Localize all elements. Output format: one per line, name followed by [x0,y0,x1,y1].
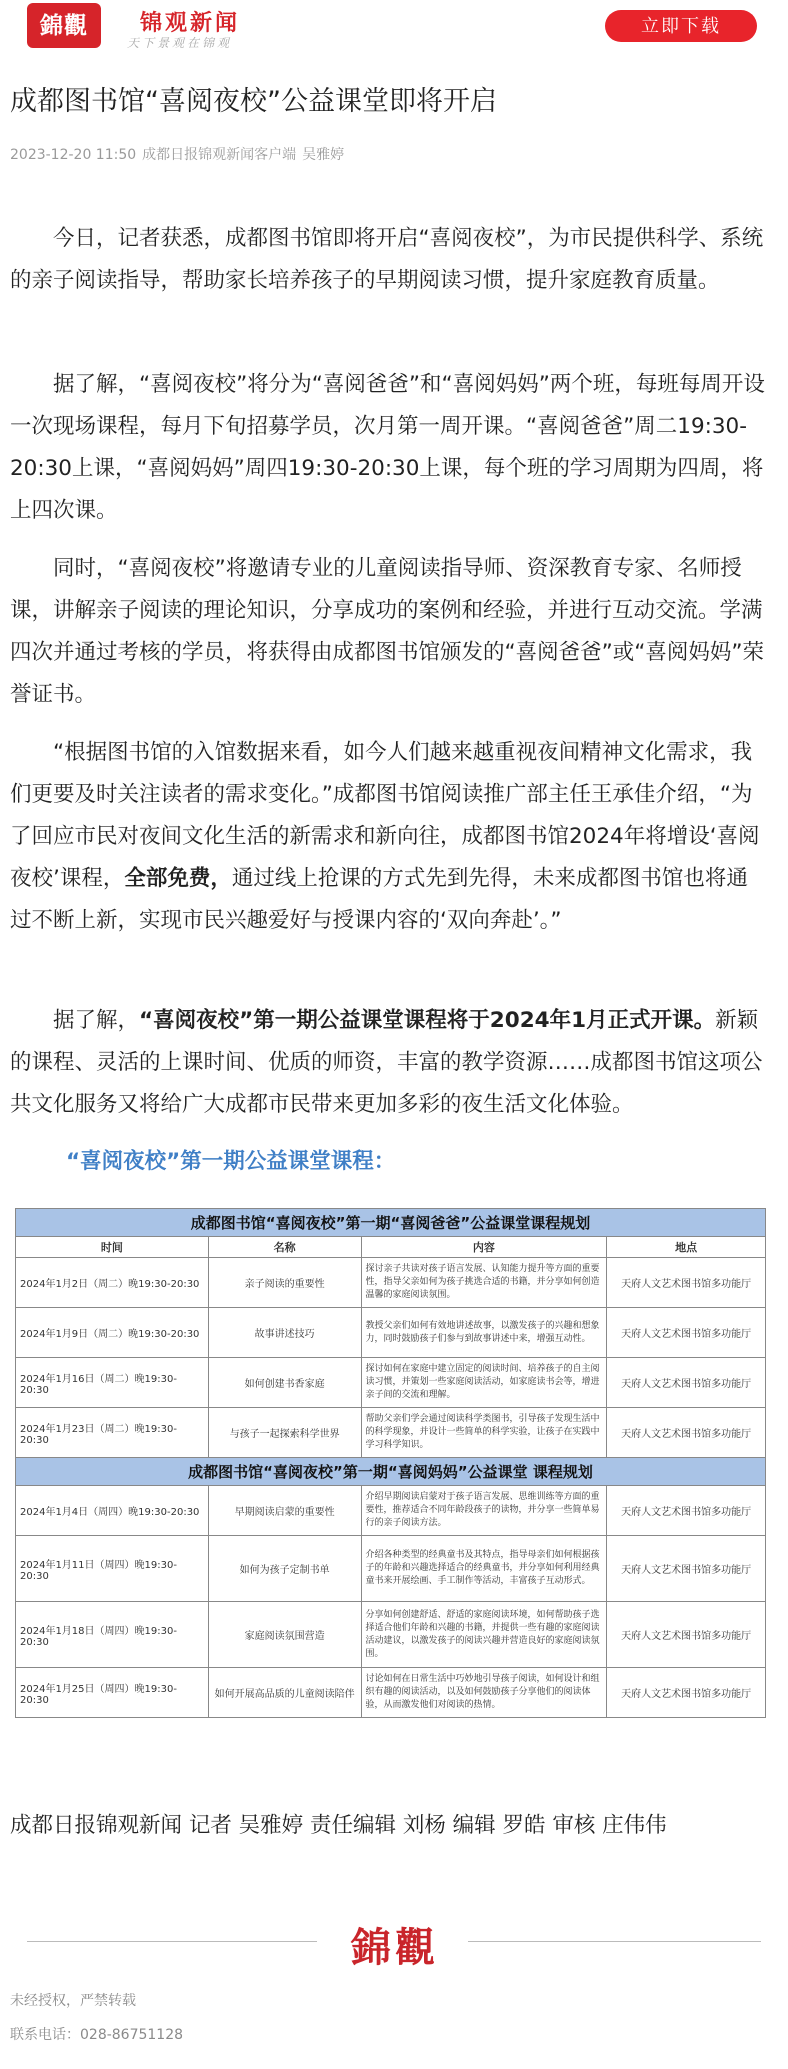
copyright-notice: 未经授权，严禁转载 [10,1993,136,2009]
footer-divider [468,1941,761,1942]
footer-logo: 錦觀 [351,1924,439,1971]
table-row [16,1408,766,1458]
brand-slogan: 天下景观在锦观 [127,36,233,50]
column-header: 地点 [607,1237,766,1258]
article-meta [10,144,350,164]
content-cell: 介绍各种类型的经典童书及其特点，指导母亲们如何根据孩子的年龄和兴趣选择适合的经典童书，并分享如何利用经典童书来开展绘画、手工制作等活动，丰富孩子互动形式。 [361,1536,607,1602]
mom-schedule-title: 成都图书馆“喜阅夜校”第一期“喜阅妈妈”公益课堂 课程规划 [16,1458,766,1486]
time-cell: 2024年1月2日（周二）晚19:30-20:30 [16,1258,209,1308]
place-cell: 天府人文艺术图书馆多功能厅 [607,1408,766,1458]
place-cell: 天府人文艺术图书馆多功能厅 [607,1668,766,1718]
paragraph-text: 据了解， [53,1008,140,1033]
name-cell: 如何创建书香家庭 [208,1358,361,1408]
time-cell: 2024年1月11日（周四）晚19:30-20:30 [16,1536,209,1602]
time-cell: 2024年1月25日（周四）晚19:30-20:30 [16,1668,209,1718]
app-logo[interactable]: 錦觀 [27,3,101,48]
content-cell: 介绍早期阅读启蒙对于孩子语言发展、思维训练等方面的重要性，推荐适合不同年龄段孩子的读物，并分享一些简单易行的亲子阅读方法。 [361,1486,607,1536]
article-credits: 成都日报锦观新闻 记者 吴雅婷 责任编辑 刘杨 编辑 罗皓 审核 庄伟伟 [10,1813,667,1838]
time-cell: 2024年1月16日（周二）晚19:30-20:30 [16,1358,209,1408]
article-source: 成都日报锦观新闻客户端 [142,147,297,163]
article-author: 吴雅婷 [302,147,345,163]
content-cell: 帮助父亲们学会通过阅读科学类图书，引导孩子发现生活中的科学现象，并设计一些简单的科学实验，让孩子在实践中学习科学知识。 [361,1408,607,1458]
emphasis-text: 全部免费， [124,866,232,891]
table-row [16,1668,766,1718]
table-row [16,1536,766,1602]
table-row [16,1308,766,1358]
article-paragraph [10,1000,766,1126]
content-cell: 分享如何创建舒适、舒适的家庭阅读环境，如何帮助孩子选择适合他们年龄和兴趣的书籍，并提供一些有趣的家庭阅读活动建议，以激发孩子的阅读兴趣并营造良好的家庭阅读氛围。 [361,1602,607,1668]
content-cell: 探讨亲子共读对孩子语言发展、认知能力提升等方面的重要性，指导父亲如何为孩子挑选合适的书籍，并分享如何创造温馨的家庭阅读氛围。 [361,1258,607,1308]
time-cell: 2024年1月18日（周四）晚19:30-20:30 [16,1602,209,1668]
dad-schedule-title: 成都图书馆“喜阅夜校”第一期“喜阅爸爸”公益课堂课程规划 [16,1209,766,1237]
name-cell: 如何为孩子定制书单 [208,1536,361,1602]
publish-time: 2023-12-20 11:50 [10,147,137,163]
article-paragraph: 同时，“喜阅夜校”将邀请专业的儿童阅读指导师、资深教育专家、名师授课，讲解亲子阅读的理论知识，分享成功的案例和经验，并进行互动交流。学满四次并通过考核的学员，将获得由成都图书馆颁发的“喜阅爸爸”或“喜阅妈妈”荣誉证书。 [10,556,765,707]
table-row [16,1486,766,1536]
brand-name: 锦观新闻 [140,10,241,36]
paragraph-text: “根据图书馆的入馆数据来看，如今人们越来越重视夜间精神文化需求，我们更要及时关注读者的需求变化。”成都图书馆阅读推广部主任王承佳介绍，“为了回应市民对夜间文化生活的新需求和新向往，成都图书馆2024年将增设‘喜阅夜校’课程， [10,740,760,891]
table-row [16,1258,766,1308]
place-cell: 天府人文艺术图书馆多功能厅 [607,1486,766,1536]
contact-phone: 联系电话：028-86751128 [10,2027,184,2043]
article-title: 成都图书馆“喜阅夜校”公益课堂即将开启 [10,86,497,117]
article-paragraph: 据了解，“喜阅夜校”将分为“喜阅爸爸”和“喜阅妈妈”两个班，每班每周开设一次现场课程，每月下旬招募学员，次月第一周开课。“喜阅爸爸”周二19:30-20:30上课，“喜阅妈妈”周四19:30-20:30上课，每个班的学习周期为四周，将上四次课。 [10,372,765,523]
name-cell: 如何开展高品质的儿童阅读陪伴 [208,1668,361,1718]
paragraph-text: 新颖的课程、灵活的上课时间、优质的师资，丰富的教学资源……成都图书馆这项公共文化服务又将给广大成都市民带来更加多彩的夜生活文化体验。 [10,1008,763,1117]
content-cell: 讨论如何在日常生活中巧妙地引导孩子阅读，如何设计和组织有趣的阅读活动，以及如何鼓励孩子分享他们的阅读体验，从而激发他们对阅读的热情。 [361,1668,607,1718]
name-cell: 亲子阅读的重要性 [208,1258,361,1308]
time-cell: 2024年1月23日（周二）晚19:30-20:30 [16,1408,209,1458]
name-cell: 与孩子一起探索科学世界 [208,1408,361,1458]
name-cell: 故事讲述技巧 [208,1308,361,1358]
content-cell: 教授父亲们如何有效地讲述故事，以激发孩子的兴趣和想象力，同时鼓励孩子们参与到故事讲述中来，增强互动性。 [361,1308,607,1358]
top-bar [0,0,788,54]
article-paragraph: 今日，记者获悉，成都图书馆即将开启“喜阅夜校”，为市民提供科学、系统的亲子阅读指导，帮助家长培养孩子的早期阅读习惯，提升家庭教育质量。 [10,226,764,293]
column-header: 内容 [361,1237,607,1258]
place-cell: 天府人文艺术图书馆多功能厅 [607,1308,766,1358]
paragraph-text: 通过线上抢课的方式先到先得，未来成都图书馆也将通过不断上新，实现市民兴趣爱好与授课内容的‘双向奔赴’。” [10,866,748,933]
article-paragraph [10,732,766,942]
time-cell: 2024年1月4日（周四）晚19:30-20:30 [16,1486,209,1536]
content-cell: 探讨如何在家庭中建立固定的阅读时间、培养孩子的自主阅读习惯，并策划一些家庭阅读活动，如家庭读书会等，增进亲子间的交流和理解。 [361,1358,607,1408]
emphasis-text: “喜阅夜校”第一期公益课堂课程将于2024年1月正式开课。 [139,1008,716,1033]
table-row [16,1602,766,1668]
course-schedule-table [15,1208,766,1718]
place-cell: 天府人文艺术图书馆多功能厅 [607,1536,766,1602]
place-cell: 天府人文艺术图书馆多功能厅 [607,1258,766,1308]
name-cell: 早期阅读启蒙的重要性 [208,1486,361,1536]
column-header: 名称 [208,1237,361,1258]
time-cell: 2024年1月9日（周二）晚19:30-20:30 [16,1308,209,1358]
download-app-button[interactable]: 立即下载 [605,10,757,42]
table-row [16,1358,766,1408]
column-header: 时间 [16,1237,209,1258]
place-cell: 天府人文艺术图书馆多功能厅 [607,1358,766,1408]
section-subheading: “喜阅夜校”第一期公益课堂课程： [66,1149,396,1174]
footer-divider [27,1941,317,1942]
name-cell: 家庭阅读氛围营造 [208,1602,361,1668]
place-cell: 天府人文艺术图书馆多功能厅 [607,1602,766,1668]
